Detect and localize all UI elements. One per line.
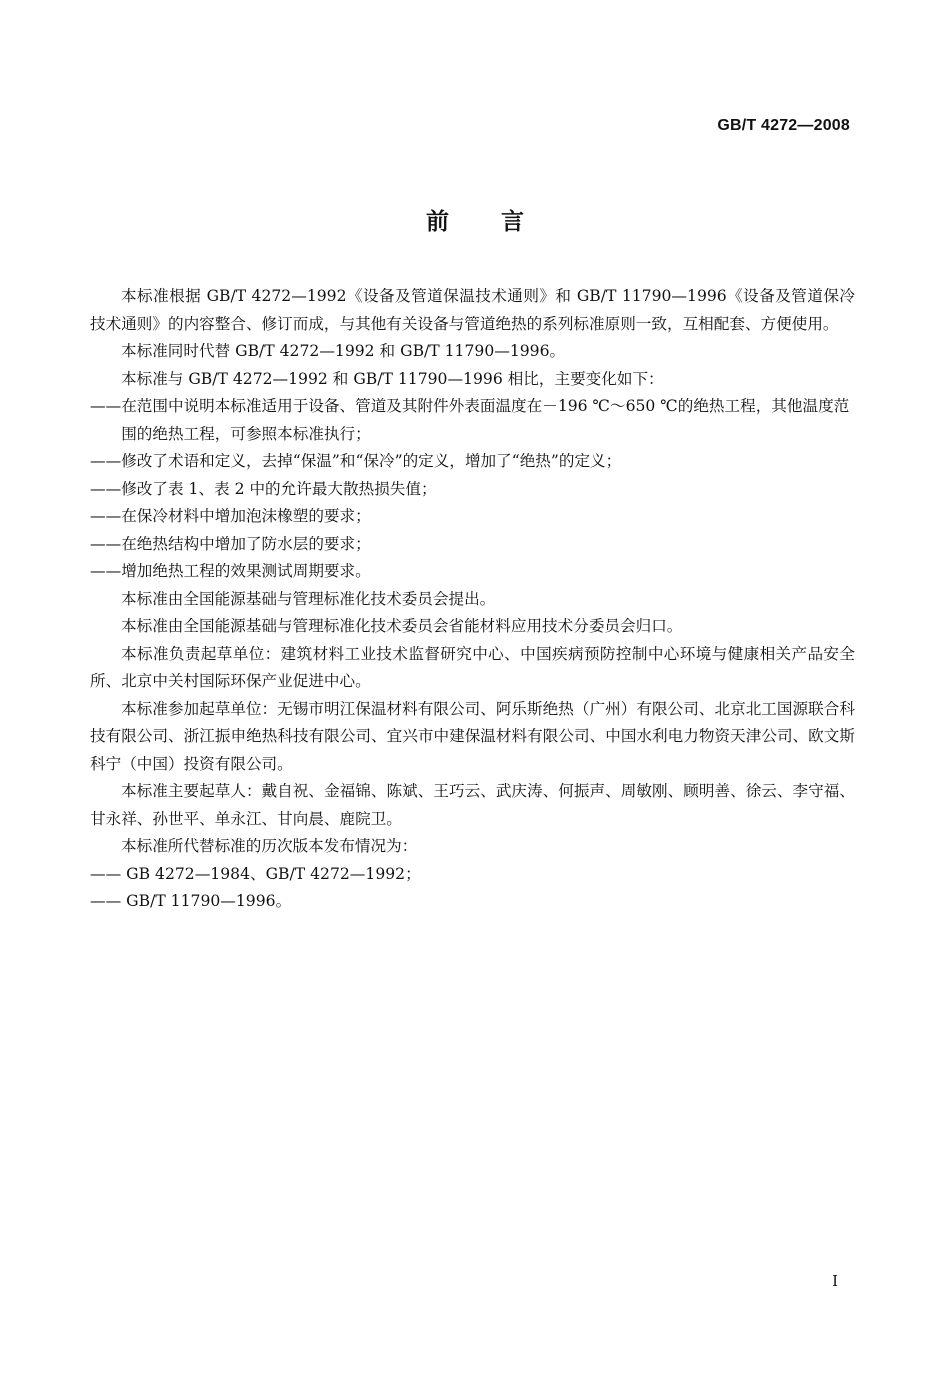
list-item xyxy=(90,503,855,531)
list-item xyxy=(90,476,855,504)
list-item-text: GB 4272—1984、GB/T 4272—1992； xyxy=(126,864,421,883)
list-item xyxy=(90,558,855,586)
dash-marker: —— xyxy=(90,507,122,525)
dash-marker: —— xyxy=(90,479,122,498)
paragraph-under-jurisdiction: 本标准由全国能源基础与管理标准化技术委员会省能材料应用技术分委员会归口。 xyxy=(121,617,683,635)
paragraph-participating-units: 本标准参加起草单位：无锡市明江保温材料有限公司、阿乐斯绝热（广州）有限公司、北京北工国源联合科技有限公司、浙江振申绝热科技有限公司、宜兴市中建保温材料有限公司、中国水利电力物资天津公司、欧文斯科宁（中国）投资有限公司。 xyxy=(90,699,855,773)
list-item-text: 在绝热结构中增加了防水层的要求； xyxy=(121,534,371,553)
paragraph-changes-intro: 本标准与 GB/T 4272—1992 和 GB/T 11790—1996 相比，主要变化如下： xyxy=(121,369,664,388)
foreword-body xyxy=(90,283,855,916)
dash-marker: —— xyxy=(90,892,127,910)
list-item xyxy=(90,861,855,889)
paragraph-drafters: 本标准主要起草人：戴自祝、金福锦、陈斌、王巧云、武庆涛、何振声、周敏刚、顾明善、徐云、李守福、甘永祥、孙世平、单永江、甘向晨、鹿院卫。 xyxy=(90,782,855,828)
dash-marker: —— xyxy=(90,864,127,883)
page-title: 前言 xyxy=(426,209,576,235)
list-item-text: 在保冷材料中增加泡沫橡塑的要求； xyxy=(121,507,371,525)
list-item-text: 增加绝热工程的效果测试周期要求。 xyxy=(121,562,371,580)
list-item-text: 在范围中说明本标准适用于设备、管道及其附件外表面温度在－196 ℃～650 ℃的绝热工程，其他温度范围的绝热工程，可参照本标准执行； xyxy=(121,397,850,443)
paragraph-drafting-units: 本标准负责起草单位：建筑材料工业技术监督研究中心、中国疾病预防控制中心环境与健康相关产品安全所、北京中关村国际环保产业促进中心。 xyxy=(90,644,855,690)
paragraph-basis: 本标准根据 GB/T 4272—1992《设备及管道保温技术通则》和 GB/T 11790—1996《设备及管道保冷技术通则》的内容整合、修订而成，与其他有关设备与管道绝热的系列标准原则一致，互相配套、方便使用。 xyxy=(90,287,855,333)
dash-marker: —— xyxy=(90,534,122,553)
list-item xyxy=(90,448,855,476)
list-item-text: GB/T 11790—1996。 xyxy=(126,892,292,910)
list-item-text: 修改了表 1、表 2 中的允许最大散热损失值； xyxy=(121,479,437,498)
paragraph-proposed-by: 本标准由全国能源基础与管理标准化技术委员会提出。 xyxy=(121,589,496,608)
page-number: I xyxy=(832,1272,838,1290)
standard-number: GB/T 4272—2008 xyxy=(717,117,850,134)
dash-marker: —— xyxy=(90,562,122,580)
list-item xyxy=(90,888,855,916)
dash-marker: —— xyxy=(90,452,122,470)
paragraph-history-intro: 本标准所代替标准的历次版本发布情况为： xyxy=(121,837,418,855)
list-item xyxy=(90,393,855,448)
dash-marker: —— xyxy=(90,397,122,415)
paragraph-supersedes: 本标准同时代替 GB/T 4272—1992 和 GB/T 11790—1996。 xyxy=(121,342,566,360)
list-item xyxy=(90,531,855,559)
list-item-text: 修改了术语和定义，去掉“保温”和“保冷”的定义，增加了“绝热”的定义； xyxy=(121,452,622,470)
